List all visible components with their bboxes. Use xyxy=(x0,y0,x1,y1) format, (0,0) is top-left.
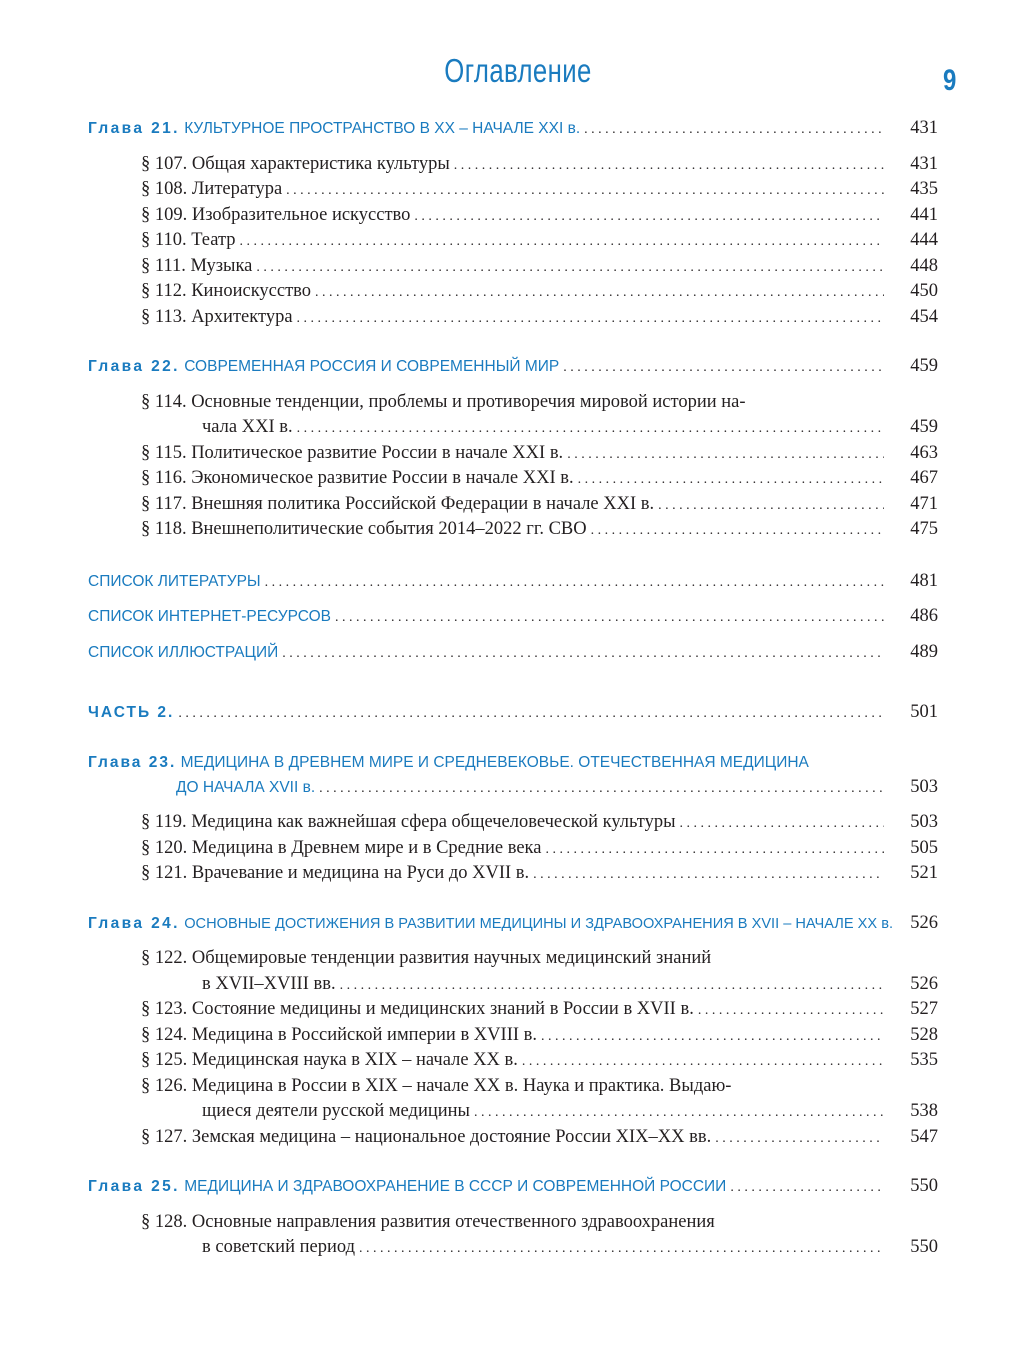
chapter-label: Глава 23. xyxy=(88,753,177,771)
chapter-title-cont: ДО НАЧАЛА XVII в. xyxy=(176,778,316,796)
page-ref: 444 xyxy=(910,230,938,250)
page-ref: 547 xyxy=(910,1126,938,1147)
leader-dots xyxy=(578,467,884,493)
leader-dots xyxy=(265,570,884,596)
leader-dots xyxy=(319,776,884,802)
leader-dots xyxy=(715,1126,884,1152)
leader-dots xyxy=(454,153,884,179)
leader-dots xyxy=(178,701,884,727)
toc-section-112[interactable] xyxy=(88,279,938,305)
page-ref: 441 xyxy=(910,204,938,225)
page-ref: 526 xyxy=(910,973,938,994)
page-ref: 527 xyxy=(910,999,938,1019)
chapter-label: Глава 24. xyxy=(88,914,180,932)
section-title: СПИСОК ИНТЕРНЕТ-РЕСУРСОВ xyxy=(88,608,331,625)
toc-internet-resources[interactable] xyxy=(88,604,938,630)
section-title: § 114. Основные тенденции, проблемы и противоречия мировой истории на- xyxy=(141,391,746,412)
leader-dots xyxy=(315,280,884,306)
page-ref: 463 xyxy=(910,442,938,463)
chapter-label: Глава 21. xyxy=(88,120,180,137)
leader-dots xyxy=(533,862,884,888)
toc-illustrations[interactable] xyxy=(88,640,938,666)
section-title: § 116. Экономическое развитие России в начале XXI в. xyxy=(141,468,574,488)
leader-dots xyxy=(474,1100,884,1126)
leader-dots xyxy=(359,1236,884,1262)
section-title: § 121. Врачевание и медицина на Руси до XVII в. xyxy=(141,863,530,883)
page-ref: 526 xyxy=(910,912,938,933)
toc-section-122[interactable] xyxy=(88,946,938,972)
leader-dots xyxy=(335,605,884,631)
toc-section-120[interactable] xyxy=(88,836,938,862)
toc-section-125[interactable] xyxy=(88,1048,938,1074)
page-ref: 435 xyxy=(910,179,938,199)
leader-dots xyxy=(730,1175,884,1201)
page-ref: 521 xyxy=(910,863,938,883)
leader-dots xyxy=(240,229,884,255)
leader-dots xyxy=(680,811,885,837)
page-ref: 503 xyxy=(910,776,938,797)
toc-section-117[interactable] xyxy=(88,492,938,518)
page-ref: 550 xyxy=(910,1176,938,1196)
section-title-cont: чала XXI в. xyxy=(202,417,293,437)
toc-section-111[interactable] xyxy=(88,254,938,280)
chapter-title: КУЛЬТУРНОЕ ПРОСТРАНСТВО В ХХ – НАЧАЛЕ XXI в. xyxy=(184,120,581,137)
section-title: § 107. Общая характеристика культуры xyxy=(141,153,450,174)
toc-section-107[interactable] xyxy=(88,152,938,178)
toc-section-108[interactable] xyxy=(88,177,938,203)
leader-dots xyxy=(522,1049,884,1075)
page-ref: 528 xyxy=(910,1024,938,1045)
section-title: § 113. Архитектура xyxy=(141,306,293,327)
page-ref: 481 xyxy=(910,570,938,591)
section-title-cont: щиеся деятели русской медицины xyxy=(202,1101,470,1121)
chapter-title: МЕДИЦИНА В ДРЕВНЕМ МИРЕ И СРЕДНЕВЕКОВЬЕ. ОТЕЧЕСТВЕННАЯ МЕДИЦИНА xyxy=(180,753,809,771)
leader-dots xyxy=(414,204,884,230)
leader-dots xyxy=(567,442,884,468)
page-ref: 489 xyxy=(910,641,938,662)
section-title: § 109. Изобразительное искусство xyxy=(141,204,411,225)
toc-section-118[interactable] xyxy=(88,517,938,543)
toc-bibliography[interactable] xyxy=(88,569,938,595)
section-title: § 126. Медицина в России в XIX – начале XX в. Наука и практика. Выдаю- xyxy=(141,1075,732,1096)
page-ref: 431 xyxy=(910,153,938,174)
leader-dots xyxy=(545,837,884,863)
toc-chapter-25[interactable] xyxy=(88,1174,938,1200)
section-title: § 127. Земская медицина – национальное достояние России XIX–XX вв. xyxy=(141,1126,712,1147)
page-ref: 501 xyxy=(910,702,938,722)
section-title: § 118. Внешнеполитические события 2014–2022 гг. СВО xyxy=(141,519,587,539)
toc-section-121[interactable] xyxy=(88,861,938,887)
chapter-title: МЕДИЦИНА И ЗДРАВООХРАНЕНИЕ В СССР И СОВРЕМЕННОЙ РОССИИ xyxy=(184,1178,727,1195)
page-ref: 475 xyxy=(910,519,938,539)
toc-chapter-24[interactable] xyxy=(88,911,938,937)
toc-section-114-cont[interactable] xyxy=(88,415,938,441)
toc-section-115[interactable] xyxy=(88,441,938,467)
toc-chapter-22[interactable] xyxy=(88,354,938,380)
toc-section-128[interactable] xyxy=(88,1210,938,1236)
leader-dots xyxy=(541,1024,884,1050)
toc-section-122-cont[interactable] xyxy=(88,972,938,998)
section-title: § 112. Киноискусство xyxy=(141,281,312,301)
chapter-label: Глава 25. xyxy=(88,1178,180,1195)
toc-section-128-cont[interactable] xyxy=(88,1235,938,1261)
section-title: § 119. Медицина как важнейшая сфера общечеловеческой культуры xyxy=(141,812,676,832)
section-title: § 110. Театр xyxy=(141,230,236,250)
page-title: Оглавление xyxy=(444,52,592,89)
page-ref: 459 xyxy=(910,417,938,437)
leader-dots xyxy=(658,493,884,519)
toc-chapter-23-cont[interactable] xyxy=(88,775,938,801)
toc-section-116[interactable] xyxy=(88,466,938,492)
toc-section-126-cont[interactable] xyxy=(88,1099,938,1125)
page-ref: 505 xyxy=(910,837,938,858)
page-ref: 459 xyxy=(910,356,938,376)
leader-dots xyxy=(286,178,884,204)
chapter-title: ОСНОВНЫЕ ДОСТИЖЕНИЯ В РАЗВИТИИ МЕДИЦИНЫ И ЗДРАВООХРАНЕНИЯ В XVII – НАЧАЛЕ ХХ в. xyxy=(184,915,894,932)
page-ref: 471 xyxy=(910,493,938,514)
leader-dots xyxy=(591,518,884,544)
toc-section-109[interactable] xyxy=(88,203,938,229)
chapter-label: Глава 22. xyxy=(88,358,180,375)
part-title: ЧАСТЬ 2. xyxy=(88,704,175,721)
leader-dots xyxy=(282,641,884,667)
toc-section-126[interactable] xyxy=(88,1074,938,1100)
section-title: § 124. Медицина в Российской империи в XVIII в. xyxy=(141,1024,537,1045)
chapter-title: СОВРЕМЕННАЯ РОССИЯ И СОВРЕМЕННЫЙ МИР xyxy=(184,358,560,375)
leader-dots xyxy=(297,306,884,332)
page-number: 9 xyxy=(943,64,957,97)
leader-dots xyxy=(584,117,884,143)
page-ref: 486 xyxy=(910,606,938,626)
page-ref: 448 xyxy=(910,255,938,276)
page-ref: 538 xyxy=(910,1101,938,1121)
section-title: § 123. Состояние медицины и медицинских знаний в России в XVII в. xyxy=(141,999,694,1019)
section-title-cont: в XVII–XVIII вв. xyxy=(202,973,336,994)
page-ref: 450 xyxy=(910,281,938,301)
section-title: § 125. Медицинская наука в XIX – начале XX в. xyxy=(141,1050,518,1070)
toc-section-123[interactable] xyxy=(88,997,938,1023)
toc-section-127[interactable] xyxy=(88,1125,938,1151)
section-title: СПИСОК ЛИТЕРАТУРЫ xyxy=(88,572,261,590)
toc-section-124[interactable] xyxy=(88,1023,938,1049)
page-ref: 431 xyxy=(910,118,938,138)
page-ref: 535 xyxy=(910,1050,938,1070)
leader-dots xyxy=(563,355,884,381)
section-title-cont: в советский период xyxy=(202,1237,355,1257)
section-title: § 120. Медицина в Древнем мире и в Средние века xyxy=(141,837,542,858)
leader-dots xyxy=(340,973,884,999)
page-ref: 503 xyxy=(910,812,938,832)
section-title: § 117. Внешняя политика Российской Федерации в начале XXI в. xyxy=(141,493,655,514)
toc-section-119[interactable] xyxy=(88,810,938,836)
toc-section-113[interactable] xyxy=(88,305,938,331)
page-ref: 550 xyxy=(910,1237,938,1257)
toc-chapter-21[interactable] xyxy=(88,116,938,142)
section-title: § 122. Общемировые тенденции развития научных медицинский знаний xyxy=(141,948,712,968)
leader-dots xyxy=(256,255,884,281)
table-of-contents xyxy=(88,116,938,1261)
section-title: § 108. Литература xyxy=(141,179,283,199)
toc-section-114[interactable] xyxy=(88,390,938,416)
leader-dots xyxy=(698,998,884,1024)
section-title: § 128. Основные направления развития отечественного здравоохранения xyxy=(141,1211,715,1232)
page-ref: 467 xyxy=(910,468,938,488)
page-ref: 454 xyxy=(910,306,938,327)
toc-section-110[interactable] xyxy=(88,228,938,254)
section-title: СПИСОК ИЛЛЮСТРАЦИЙ xyxy=(88,643,279,661)
toc-part-2[interactable] xyxy=(88,700,938,726)
section-title: § 115. Политическое развитие России в начале XXI в. xyxy=(141,442,564,463)
toc-chapter-23[interactable] xyxy=(88,750,938,775)
section-title: § 111. Музыка xyxy=(141,255,253,276)
leader-dots xyxy=(297,416,884,442)
